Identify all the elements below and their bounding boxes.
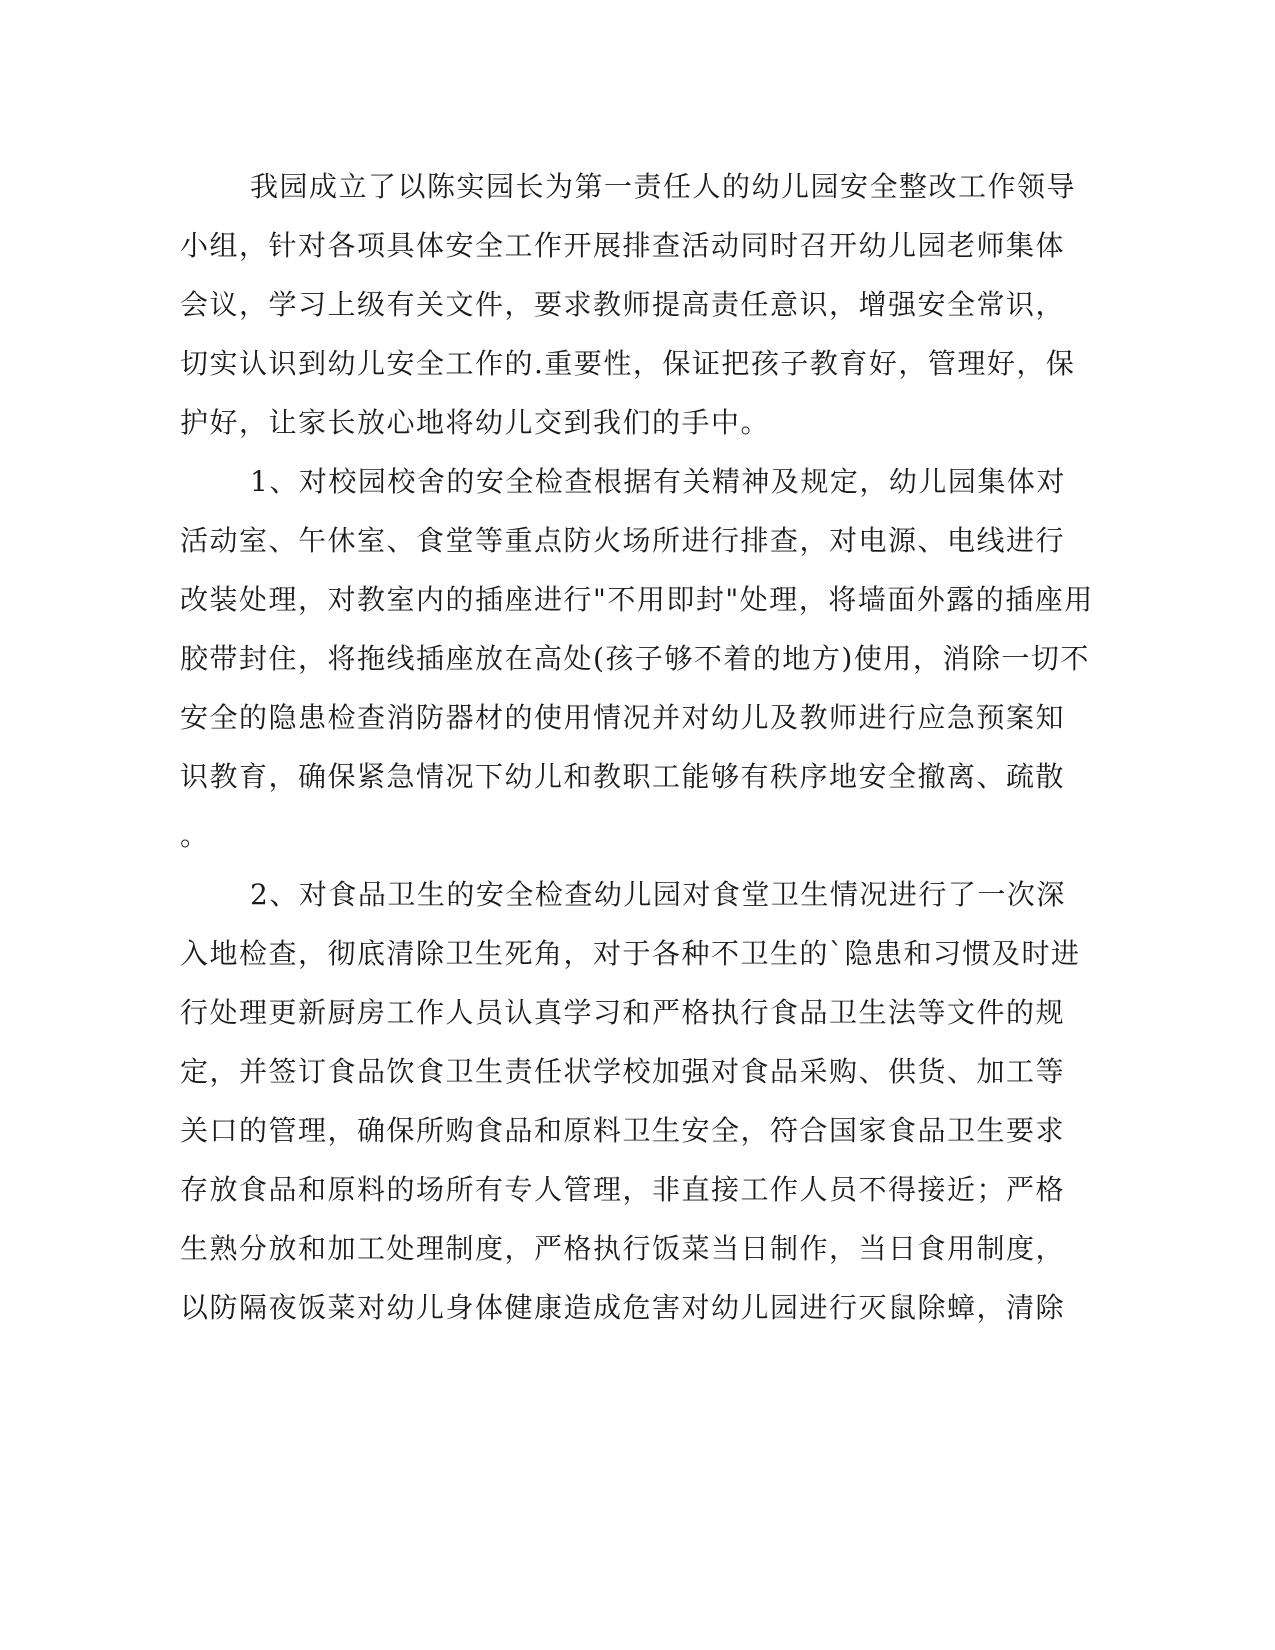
text-line: 入地检查，彻底清除卫生死角，对于各种不卫生的`隐患和习惯及时进 xyxy=(180,937,1081,970)
text-line: 胶带封住，将拖线插座放在高处(孩子够不着的地方)使用，消除一切不 xyxy=(180,642,1090,675)
text-line: 护好，让家长放心地将幼儿交到我们的手中。 xyxy=(180,406,771,439)
text-line: 活动室、午休室、食堂等重点防火场所进行排查，对电源、电线进行 xyxy=(180,524,1066,557)
text-line: 定，并签订食品饮食卫生责任状学校加强对食品采购、供货、加工等 xyxy=(180,1055,1066,1088)
text-line: 安全的隐患检查消防器材的使用情况并对幼儿及教师进行应急预案知 xyxy=(180,701,1066,734)
text-line: 会议，学习上级有关文件，要求教师提高责任意识，增强安全常识， xyxy=(180,288,1066,321)
text-line: 识教育，确保紧急情况下幼儿和教职工能够有秩序地安全撤离、疏散 xyxy=(180,760,1066,793)
paragraph-leadership-group xyxy=(180,157,1077,452)
text-line: 。 xyxy=(180,819,210,852)
text-line: 小组，针对各项具体安全工作开展排查活动同时召开幼儿园老师集体 xyxy=(180,229,1066,262)
text-line: 改装处理，对教室内的插座进行"不用即封"处理，将墙面外露的插座用 xyxy=(180,583,1094,616)
text-line: 关口的管理，确保所购食品和原料卫生安全，符合国家食品卫生要求 xyxy=(180,1114,1066,1147)
document-body xyxy=(180,157,1094,1337)
text-line: 切实认识到幼儿安全工作的.重要性，保证把孩子教育好，管理好，保 xyxy=(180,347,1076,380)
text-line: 我园成立了以陈实园长为第一责任人的幼儿园安全整改工作领导 xyxy=(250,170,1077,203)
text-line: 1、对校园校舍的安全检查根据有关精神及规定，幼儿园集体对 xyxy=(250,465,1066,498)
text-line: 行处理更新厨房工作人员认真学习和严格执行食品卫生法等文件的规 xyxy=(180,996,1066,1029)
paragraph-food-hygiene xyxy=(180,865,1081,1337)
text-line: 生熟分放和加工处理制度，严格执行饭菜当日制作，当日食用制度， xyxy=(180,1232,1066,1265)
paragraph-campus-safety xyxy=(180,452,1094,865)
text-line: 2、对食品卫生的安全检查幼儿园对食堂卫生情况进行了一次深 xyxy=(250,878,1066,911)
text-line: 以防隔夜饭菜对幼儿身体健康造成危害对幼儿园进行灭鼠除蟑，清除 xyxy=(180,1291,1066,1324)
text-line: 存放食品和原料的场所有专人管理，非直接工作人员不得接近；严格 xyxy=(180,1173,1066,1206)
